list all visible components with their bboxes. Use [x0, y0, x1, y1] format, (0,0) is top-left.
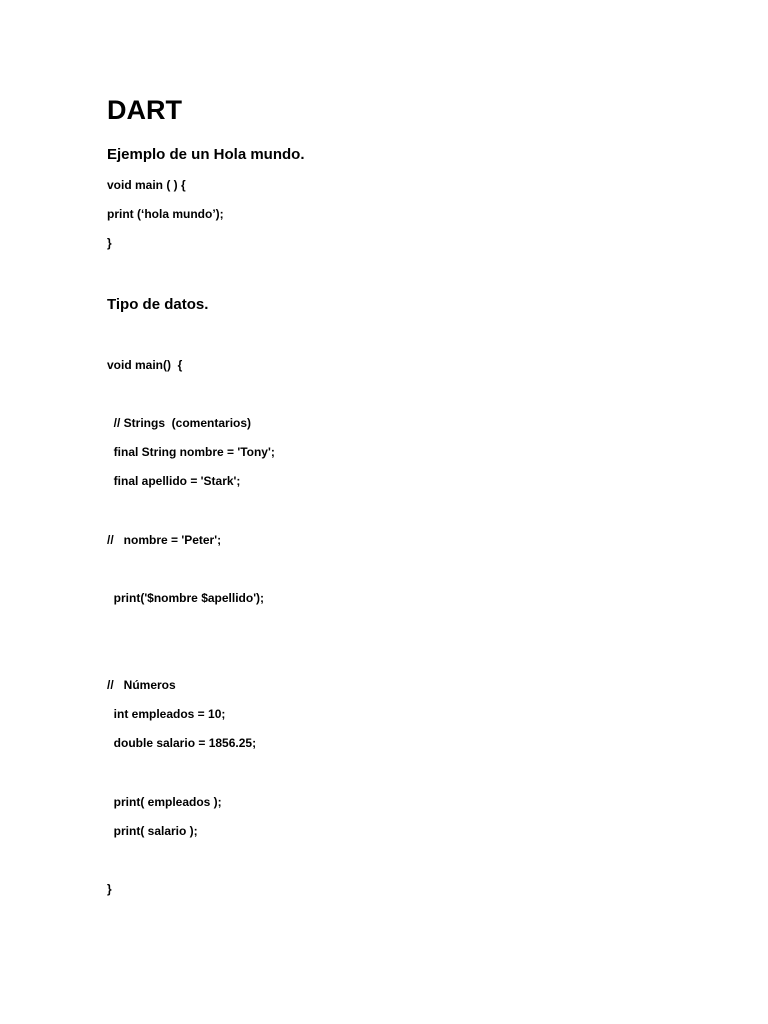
code-line: int empleados = 10; — [107, 707, 226, 721]
code-line: print (‘hola mundo’); — [107, 207, 224, 221]
code-line: final apellido = 'Stark'; — [107, 474, 241, 488]
code-line: double salario = 1856.25; — [107, 736, 257, 750]
code-line: } — [107, 882, 112, 896]
code-line: print('$nombre $apellido'); — [107, 591, 265, 605]
code-line: // Strings (comentarios) — [107, 416, 252, 430]
code-line: void main ( ) { — [107, 178, 186, 192]
code-line: final String nombre = 'Tony'; — [107, 445, 275, 459]
code-line: // nombre = 'Peter'; — [107, 533, 222, 547]
code-line: print( salario ); — [107, 824, 198, 838]
code-line: // Números — [107, 678, 176, 692]
code-line: } — [107, 236, 112, 250]
section-heading-data-types: Tipo de datos. — [107, 296, 209, 313]
document-title: DART — [107, 95, 182, 125]
code-line: print( empleados ); — [107, 795, 222, 809]
code-line: void main() { — [107, 358, 183, 372]
section-heading-hello-world: Ejemplo de un Hola mundo. — [107, 146, 305, 163]
